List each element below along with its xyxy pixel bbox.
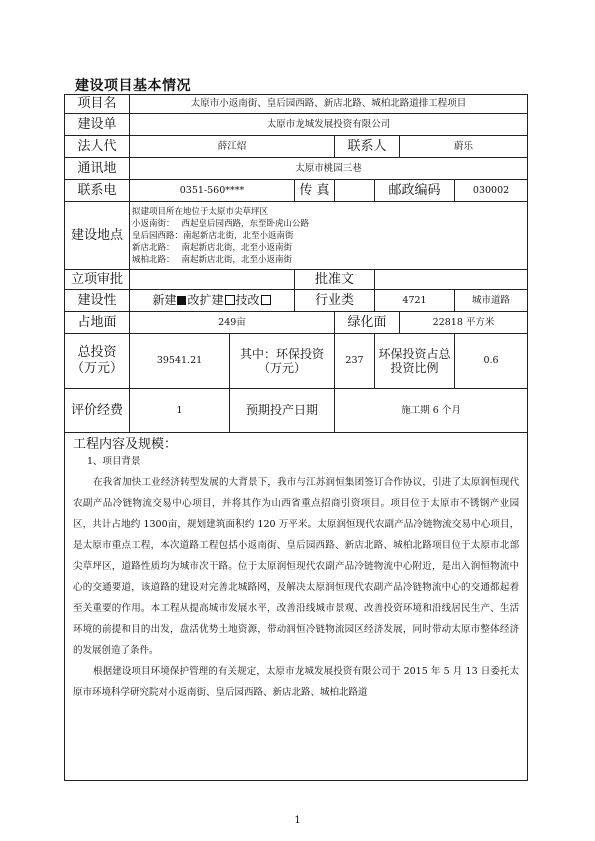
content-paragraph: 在我省加快工业经济转型发展的大背景下，我市与江苏润恒集团签订合作协议，引进了太原润恒现代农副产品冷链物流交易中心项目，并将其作为山西省重点招商引资项目。项目位于太原市不锈钢产业园区，共计占地约 1300亩，规划建筑面积约 120 万平米。太原润恒现代农副产品冷链物流交易中心项目，是太原市重点工程，本次道路工程包括小返南街、皇后园西路、新店北路、城柏北路项目位于太原市北部尖草坪区，道路性质均为城市次干路。位于太原润恒现代农副产品冷链物流中心附近，是出入润恒物流中心的交通要道，该道路的建设对完善北城路网，及解决太原润恒现代农副产品冷链物流中心的交通都起着至关重要的作用。本工程从提高城市发展水平，改善沿线城市景观、改善投资环境和沿线居民生产、生活环境的前提和目的出发，盘活优势土地资源，带动润恒冷链物流园区经济发展，同时带动太原市整体经济的发展创造了条件。 (73, 477, 520, 657)
project-info-table (64, 94, 528, 781)
green-value: 22818 平方米 (400, 312, 528, 334)
green-label: 绿化面 (335, 312, 400, 334)
fax-value (335, 180, 375, 202)
content-title: 工程内容及规模： (73, 437, 178, 452)
approval-no-value (375, 270, 528, 290)
env-invest-value: 237 (335, 334, 375, 389)
total-invest-value: 39541.21 (130, 334, 230, 389)
expected-prod-label: 预期投产日期 (230, 389, 335, 433)
project-content-section (65, 433, 528, 781)
approval-dept-label: 立项审批 (65, 270, 130, 290)
eval-fee-label: 评价经费 (65, 389, 130, 433)
nature-options (130, 290, 295, 312)
address-value: 太原市桃园三巷 (130, 158, 528, 180)
address-label: 通讯地 (65, 158, 130, 180)
total-invest-label: 总投资（万元） (65, 334, 130, 389)
nature-tech-label: 技改 (235, 293, 260, 308)
page-number: 1 (294, 815, 301, 826)
expected-prod-value: 施工期 6 个月 (335, 389, 528, 433)
env-ratio-value: 0.6 (455, 334, 528, 389)
contact-value: 蔚乐 (400, 136, 528, 158)
contact-label: 联系人 (335, 136, 400, 158)
location-line: 皇后园西路：南起新店北街，北至小返南街 (132, 230, 294, 241)
location-label: 建设地点 (65, 202, 130, 270)
industry-code: 4721 (375, 290, 455, 312)
content-paragraph: 根据建设项目环境保护管理的有关规定，太原市龙城发展投资有限公司于 2015 年 5 月 13 日委托太原市环境科学研究院对小返南街、皇后园西路、新店北路、城柏北路道 (73, 666, 520, 699)
approval-no-label: 批准文 (295, 270, 375, 290)
location-line: 新店北路： 南起新店北街，北至小返南街 (132, 242, 292, 253)
location-line: 拟建项目所在地位于太原市尖草坪区 (132, 206, 269, 217)
unchecked-box-icon (261, 295, 271, 305)
content-subtitle: 1、项目背景 (87, 456, 141, 468)
industry-label: 行业类 (295, 290, 375, 312)
env-invest-label: 其中：环保投资（万元） (230, 334, 335, 389)
industry-name: 城市道路 (455, 290, 528, 312)
phone-value: 0351-560**** (130, 180, 295, 202)
eval-fee-value: 1 (130, 389, 230, 433)
approval-dept-value (130, 270, 295, 290)
postcode-value: 030002 (455, 180, 528, 202)
page-title: 建设项目基本情况 (75, 78, 191, 94)
legal-rep-label: 法人代 (65, 136, 130, 158)
location-value (130, 202, 528, 270)
env-ratio-label: 环保投资占总投资比例 (375, 334, 455, 389)
phone-label: 联系电 (65, 180, 130, 202)
postcode-label: 邮政编码 (375, 180, 455, 202)
location-line: 小返南街： 西起皇后园西路，东至卧虎山公路 (132, 218, 309, 229)
area-label: 占地面 (65, 312, 130, 334)
checked-box-icon (177, 296, 186, 305)
builder-label: 建设单 (65, 114, 130, 136)
nature-new-label: 新建 (152, 293, 177, 308)
project-name-label: 项目名 (65, 95, 130, 114)
nature-label: 建设性 (65, 290, 130, 312)
unchecked-box-icon (225, 295, 235, 305)
builder-value: 太原市龙城发展投资有限公司 (130, 114, 528, 136)
location-line: 城柏北路： 南起新店北街，北至小返南街 (132, 254, 292, 265)
area-value: 249亩 (130, 312, 335, 334)
project-name-value: 太原市小返南街、皇后园西路、新店北路、城柏北路道排工程项目 (130, 95, 528, 114)
fax-label: 传 真 (295, 180, 335, 202)
legal-rep-value: 薛江炤 (130, 136, 335, 158)
nature-expand-label: 改扩建 (187, 293, 224, 308)
